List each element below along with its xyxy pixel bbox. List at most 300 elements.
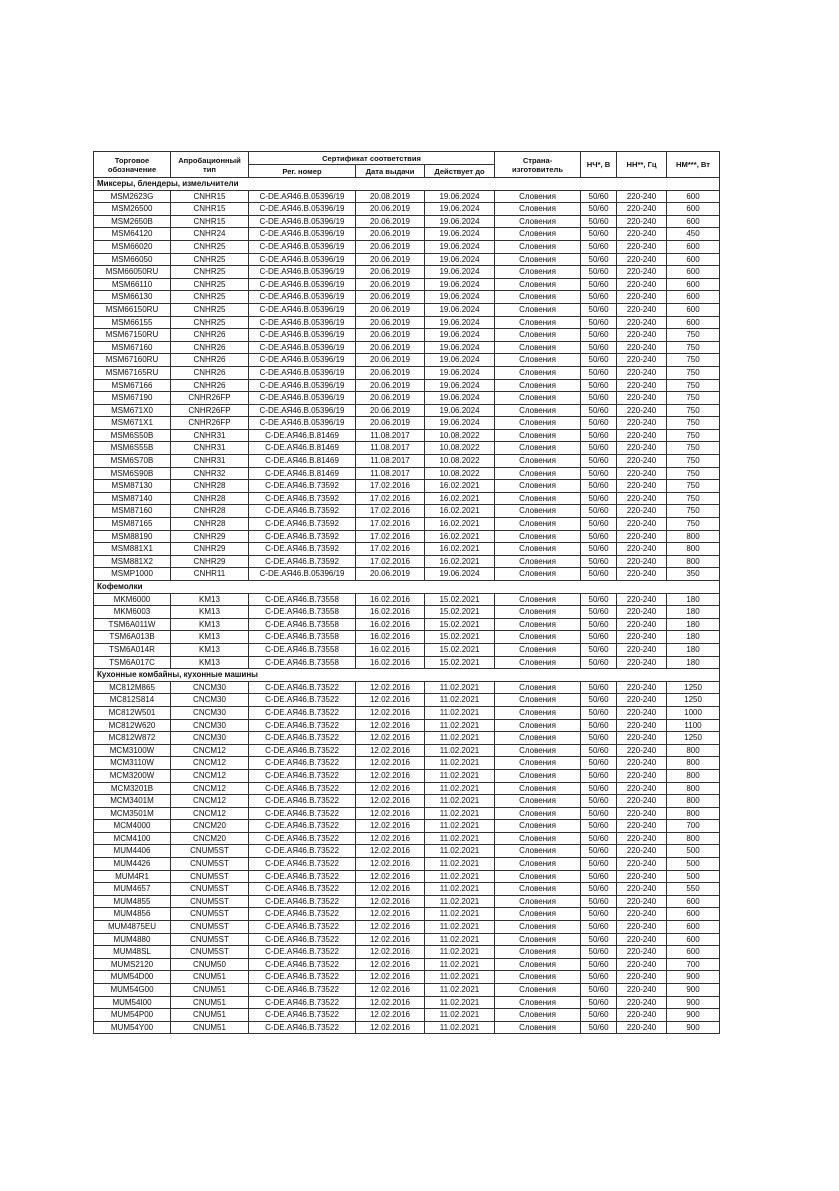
cell-country: Словения — [495, 933, 581, 946]
cell-issued: 20.06.2019 — [356, 354, 425, 367]
cell-country: Словения — [495, 744, 581, 757]
cell-country: Словения — [495, 392, 581, 405]
cell-reg: C-DE.АЯ46.B.05396/19 — [249, 190, 356, 203]
cell-reg: C-DE.АЯ46.B.05396/19 — [249, 341, 356, 354]
cell-country: Словения — [495, 518, 581, 531]
cell-country: Словения — [495, 719, 581, 732]
cell-reg: C-DE.АЯ46.B.73522 — [249, 807, 356, 820]
cell-valid: 19.06.2024 — [425, 228, 495, 241]
cell-issued: 20.06.2019 — [356, 366, 425, 379]
cell-valid: 11.02.2021 — [425, 883, 495, 896]
cell-nn: 220-240 — [617, 404, 667, 417]
cell-valid: 11.02.2021 — [425, 757, 495, 770]
cell-valid: 15.02.2021 — [425, 606, 495, 619]
table-row — [94, 442, 720, 455]
cell-nch: 50/60 — [581, 505, 617, 518]
section-row — [94, 669, 720, 682]
cell-issued: 20.06.2019 — [356, 215, 425, 228]
cell-issued: 12.02.2016 — [356, 895, 425, 908]
cell-nn: 220-240 — [617, 316, 667, 329]
cell-valid: 19.06.2024 — [425, 190, 495, 203]
cell-nm: 900 — [667, 984, 720, 997]
cell-country: Словения — [495, 807, 581, 820]
cell-type: KM13 — [171, 643, 249, 656]
cell-type: CNHR25 — [171, 253, 249, 266]
cell-nm: 600 — [667, 946, 720, 959]
cell-nn: 220-240 — [617, 530, 667, 543]
cell-nn: 220-240 — [617, 618, 667, 631]
cell-nn: 220-240 — [617, 883, 667, 896]
cell-valid: 19.06.2024 — [425, 278, 495, 291]
cell-nn: 220-240 — [617, 215, 667, 228]
cell-nch: 50/60 — [581, 543, 617, 556]
cell-valid: 19.06.2024 — [425, 417, 495, 430]
cell-issued: 17.02.2016 — [356, 555, 425, 568]
cell-issued: 11.08.2017 — [356, 467, 425, 480]
cell-brand: TSM6A017C — [94, 656, 171, 669]
cell-nn: 220-240 — [617, 505, 667, 518]
table-row — [94, 769, 720, 782]
cell-issued: 12.02.2016 — [356, 971, 425, 984]
cell-country: Словения — [495, 946, 581, 959]
cell-valid: 19.06.2024 — [425, 240, 495, 253]
cell-valid: 19.06.2024 — [425, 568, 495, 581]
table-row — [94, 228, 720, 241]
table-row — [94, 782, 720, 795]
cell-nch: 50/60 — [581, 744, 617, 757]
certificate-table — [93, 151, 720, 1034]
cell-valid: 11.02.2021 — [425, 1021, 495, 1034]
cell-brand: MSM881X2 — [94, 555, 171, 568]
cell-nm: 600 — [667, 278, 720, 291]
cell-valid: 16.02.2021 — [425, 530, 495, 543]
cell-reg: C-DE.АЯ46.B.73592 — [249, 518, 356, 531]
cell-issued: 12.02.2016 — [356, 795, 425, 808]
table-row — [94, 303, 720, 316]
cell-nch: 50/60 — [581, 732, 617, 745]
cell-type: CNUM50 — [171, 958, 249, 971]
cell-valid: 16.02.2021 — [425, 505, 495, 518]
cell-brand: MSM6S50B — [94, 429, 171, 442]
cell-nch: 50/60 — [581, 303, 617, 316]
cell-reg: C-DE.АЯ46.B.81469 — [249, 455, 356, 468]
cell-reg: C-DE.АЯ46.B.73522 — [249, 744, 356, 757]
cell-nch: 50/60 — [581, 228, 617, 241]
cell-issued: 12.02.2016 — [356, 921, 425, 934]
cell-nch: 50/60 — [581, 643, 617, 656]
cell-brand: MSM671X1 — [94, 417, 171, 430]
cell-nch: 50/60 — [581, 240, 617, 253]
cell-brand: MC812W501 — [94, 706, 171, 719]
cell-brand: MSM6S70B — [94, 455, 171, 468]
cell-issued: 20.06.2019 — [356, 253, 425, 266]
table-row — [94, 958, 720, 971]
cell-valid: 11.02.2021 — [425, 895, 495, 908]
cell-issued: 17.02.2016 — [356, 505, 425, 518]
cell-nch: 50/60 — [581, 618, 617, 631]
cell-type: CNHR29 — [171, 543, 249, 556]
cell-type: CNCM12 — [171, 782, 249, 795]
cell-nch: 50/60 — [581, 341, 617, 354]
cell-country: Словения — [495, 606, 581, 619]
cell-country: Словения — [495, 757, 581, 770]
cell-country: Словения — [495, 203, 581, 216]
header-country-line1: Страна- — [522, 155, 553, 165]
cell-valid: 11.02.2021 — [425, 782, 495, 795]
cell-reg: C-DE.АЯ46.B.73558 — [249, 593, 356, 606]
cell-nn: 220-240 — [617, 706, 667, 719]
cell-country: Словения — [495, 215, 581, 228]
cell-nn: 220-240 — [617, 732, 667, 745]
cell-nm: 800 — [667, 782, 720, 795]
table-row — [94, 455, 720, 468]
cell-nn: 220-240 — [617, 329, 667, 342]
cell-nch: 50/60 — [581, 492, 617, 505]
cell-nch: 50/60 — [581, 719, 617, 732]
table-row — [94, 278, 720, 291]
cell-nch: 50/60 — [581, 354, 617, 367]
cell-nm: 1000 — [667, 706, 720, 719]
cell-nm: 600 — [667, 190, 720, 203]
cell-type: CNCM12 — [171, 769, 249, 782]
cell-issued: 12.02.2016 — [356, 883, 425, 896]
cell-issued: 20.06.2019 — [356, 404, 425, 417]
cell-nch: 50/60 — [581, 984, 617, 997]
cell-reg: C-DE.АЯ46.B.73592 — [249, 505, 356, 518]
header-type-line1: Апробационный — [178, 155, 241, 165]
cell-type: CNCM30 — [171, 681, 249, 694]
cell-issued: 12.02.2016 — [356, 870, 425, 883]
cell-nm: 1250 — [667, 681, 720, 694]
cell-nch: 50/60 — [581, 883, 617, 896]
cell-valid: 10.08.2022 — [425, 467, 495, 480]
cell-nm: 180 — [667, 643, 720, 656]
header-cert: Сертификат соответствия — [249, 152, 495, 165]
cell-nm: 800 — [667, 807, 720, 820]
cell-brand: MSM67160RU — [94, 354, 171, 367]
cell-nm: 750 — [667, 429, 720, 442]
cell-reg: C-DE.АЯ46.B.73592 — [249, 555, 356, 568]
cell-type: CNHR15 — [171, 215, 249, 228]
cell-reg: C-DE.АЯ46.B.73522 — [249, 719, 356, 732]
cell-nn: 220-240 — [617, 266, 667, 279]
cell-type: CNUM5ST — [171, 883, 249, 896]
cell-issued: 12.02.2016 — [356, 706, 425, 719]
table-row — [94, 480, 720, 493]
cell-reg: C-DE.АЯ46.B.05396/19 — [249, 404, 356, 417]
cell-nn: 220-240 — [617, 492, 667, 505]
cell-type: CNHR24 — [171, 228, 249, 241]
cell-nm: 600 — [667, 895, 720, 908]
cell-type: CNHR26 — [171, 366, 249, 379]
cell-nn: 220-240 — [617, 958, 667, 971]
cell-brand: MSM66050 — [94, 253, 171, 266]
cell-reg: C-DE.АЯ46.B.05396/19 — [249, 203, 356, 216]
cell-type: KM13 — [171, 606, 249, 619]
table-row — [94, 870, 720, 883]
table-row — [94, 744, 720, 757]
cell-reg: C-DE.АЯ46.B.73592 — [249, 480, 356, 493]
cell-nm: 500 — [667, 870, 720, 883]
cell-reg: C-DE.АЯ46.B.73522 — [249, 1009, 356, 1022]
cell-issued: 20.06.2019 — [356, 568, 425, 581]
header-country-line2: изготовитель — [512, 164, 564, 174]
cell-nm: 800 — [667, 555, 720, 568]
table-row — [94, 593, 720, 606]
table-row — [94, 518, 720, 531]
cell-reg: C-DE.АЯ46.B.73522 — [249, 1021, 356, 1034]
cell-nm: 750 — [667, 518, 720, 531]
cell-valid: 11.02.2021 — [425, 719, 495, 732]
table-row — [94, 266, 720, 279]
cell-reg: C-DE.АЯ46.B.73522 — [249, 681, 356, 694]
cell-nch: 50/60 — [581, 455, 617, 468]
cell-nch: 50/60 — [581, 555, 617, 568]
cell-country: Словения — [495, 782, 581, 795]
cell-reg: C-DE.АЯ46.B.05396/19 — [249, 240, 356, 253]
cell-nn: 220-240 — [617, 354, 667, 367]
cell-nn: 220-240 — [617, 870, 667, 883]
cell-brand: MSM66155 — [94, 316, 171, 329]
cell-issued: 16.02.2016 — [356, 643, 425, 656]
cell-reg: C-DE.АЯ46.B.73558 — [249, 618, 356, 631]
header-brand — [94, 152, 171, 178]
cell-country: Словения — [495, 681, 581, 694]
cell-brand: MUM54Y00 — [94, 1021, 171, 1034]
cell-reg: C-DE.АЯ46.B.73522 — [249, 757, 356, 770]
cell-nch: 50/60 — [581, 631, 617, 644]
cell-brand: MC812M865 — [94, 681, 171, 694]
cell-nm: 600 — [667, 215, 720, 228]
cell-valid: 11.02.2021 — [425, 706, 495, 719]
cell-brand: MSM64120 — [94, 228, 171, 241]
cell-issued: 20.06.2019 — [356, 329, 425, 342]
header-row — [94, 152, 720, 165]
cell-nch: 50/60 — [581, 958, 617, 971]
cell-reg: C-DE.АЯ46.B.73522 — [249, 845, 356, 858]
cell-nn: 220-240 — [617, 807, 667, 820]
cell-brand: MCM3201B — [94, 782, 171, 795]
cell-nch: 50/60 — [581, 681, 617, 694]
cell-reg: C-DE.АЯ46.B.05396/19 — [249, 354, 356, 367]
cell-nm: 600 — [667, 203, 720, 216]
cell-nn: 220-240 — [617, 757, 667, 770]
cell-issued: 12.02.2016 — [356, 782, 425, 795]
table-row — [94, 429, 720, 442]
cell-nm: 600 — [667, 921, 720, 934]
cell-nn: 220-240 — [617, 253, 667, 266]
cell-reg: C-DE.АЯ46.B.73558 — [249, 656, 356, 669]
cell-country: Словения — [495, 769, 581, 782]
cell-valid: 19.06.2024 — [425, 215, 495, 228]
cell-brand: MUM4880 — [94, 933, 171, 946]
cell-nm: 750 — [667, 329, 720, 342]
cell-brand: MUM4856 — [94, 908, 171, 921]
cell-country: Словения — [495, 442, 581, 455]
cell-type: CNUM5ST — [171, 908, 249, 921]
cell-country: Словения — [495, 480, 581, 493]
table-row — [94, 643, 720, 656]
table-row — [94, 921, 720, 934]
cell-issued: 20.06.2019 — [356, 278, 425, 291]
cell-type: CNCM12 — [171, 807, 249, 820]
cell-nn: 220-240 — [617, 1009, 667, 1022]
cell-type: CNUM51 — [171, 996, 249, 1009]
cell-type: CNUM51 — [171, 984, 249, 997]
cell-nn: 220-240 — [617, 429, 667, 442]
cell-nm: 500 — [667, 858, 720, 871]
cell-reg: C-DE.АЯ46.B.73522 — [249, 870, 356, 883]
table-row — [94, 1009, 720, 1022]
cell-type: CNHR25 — [171, 240, 249, 253]
cell-country: Словения — [495, 354, 581, 367]
cell-nn: 220-240 — [617, 341, 667, 354]
cell-type: CNCM30 — [171, 694, 249, 707]
cell-reg: C-DE.АЯ46.B.73522 — [249, 895, 356, 908]
header-reg: Рег. номер — [249, 165, 356, 178]
cell-valid: 11.02.2021 — [425, 681, 495, 694]
cell-nm: 700 — [667, 820, 720, 833]
cell-reg: C-DE.АЯ46.B.05396/19 — [249, 228, 356, 241]
table-row — [94, 681, 720, 694]
cell-issued: 12.02.2016 — [356, 719, 425, 732]
cell-country: Словения — [495, 366, 581, 379]
cell-issued: 16.02.2016 — [356, 631, 425, 644]
cell-nn: 220-240 — [617, 291, 667, 304]
cell-nm: 750 — [667, 366, 720, 379]
cell-nn: 220-240 — [617, 379, 667, 392]
cell-nch: 50/60 — [581, 946, 617, 959]
cell-valid: 16.02.2021 — [425, 543, 495, 556]
cell-nm: 800 — [667, 757, 720, 770]
cell-reg: C-DE.АЯ46.B.73522 — [249, 694, 356, 707]
cell-nch: 50/60 — [581, 782, 617, 795]
cell-nm: 1100 — [667, 719, 720, 732]
cell-country: Словения — [495, 429, 581, 442]
cell-valid: 19.06.2024 — [425, 404, 495, 417]
cell-nm: 180 — [667, 593, 720, 606]
cell-issued: 12.02.2016 — [356, 694, 425, 707]
cell-nm: 180 — [667, 606, 720, 619]
cell-valid: 11.02.2021 — [425, 996, 495, 1009]
cell-type: CNHR25 — [171, 303, 249, 316]
cell-nch: 50/60 — [581, 404, 617, 417]
cell-country: Словения — [495, 631, 581, 644]
cell-type: CNUM51 — [171, 1021, 249, 1034]
cell-issued: 20.06.2019 — [356, 303, 425, 316]
cell-valid: 11.02.2021 — [425, 858, 495, 871]
cell-country: Словения — [495, 316, 581, 329]
cell-country: Словения — [495, 291, 581, 304]
section-title: Кухонные комбайны, кухонные машины — [94, 669, 720, 682]
cell-brand: MSM87140 — [94, 492, 171, 505]
cell-nm: 600 — [667, 933, 720, 946]
cell-issued: 20.06.2019 — [356, 240, 425, 253]
cell-country: Словения — [495, 1021, 581, 1034]
cell-nm: 350 — [667, 568, 720, 581]
cell-valid: 11.02.2021 — [425, 795, 495, 808]
cell-country: Словения — [495, 278, 581, 291]
cell-nch: 50/60 — [581, 253, 617, 266]
cell-issued: 16.02.2016 — [356, 618, 425, 631]
cell-nm: 750 — [667, 404, 720, 417]
cell-type: KM13 — [171, 631, 249, 644]
cell-issued: 20.06.2019 — [356, 417, 425, 430]
cell-issued: 12.02.2016 — [356, 820, 425, 833]
table-row — [94, 190, 720, 203]
cell-issued: 12.02.2016 — [356, 946, 425, 959]
cell-nn: 220-240 — [617, 1021, 667, 1034]
cell-issued: 12.02.2016 — [356, 732, 425, 745]
cell-reg: C-DE.АЯ46.B.73558 — [249, 631, 356, 644]
cell-issued: 20.06.2019 — [356, 203, 425, 216]
cell-valid: 11.02.2021 — [425, 958, 495, 971]
cell-nch: 50/60 — [581, 316, 617, 329]
cell-nch: 50/60 — [581, 820, 617, 833]
cell-valid: 15.02.2021 — [425, 593, 495, 606]
table-row — [94, 996, 720, 1009]
cell-valid: 11.02.2021 — [425, 820, 495, 833]
cell-nch: 50/60 — [581, 215, 617, 228]
cell-nch: 50/60 — [581, 832, 617, 845]
cell-nn: 220-240 — [617, 631, 667, 644]
cell-nch: 50/60 — [581, 694, 617, 707]
cell-nn: 220-240 — [617, 984, 667, 997]
cell-valid: 15.02.2021 — [425, 631, 495, 644]
cell-nn: 220-240 — [617, 656, 667, 669]
cell-brand: MUM4875EU — [94, 921, 171, 934]
cell-valid: 19.06.2024 — [425, 203, 495, 216]
cell-brand: TSM6A013B — [94, 631, 171, 644]
cell-nm: 750 — [667, 392, 720, 405]
cell-reg: C-DE.АЯ46.B.81469 — [249, 467, 356, 480]
cell-nm: 800 — [667, 543, 720, 556]
cell-reg: C-DE.АЯ46.B.05396/19 — [249, 266, 356, 279]
table-body — [94, 178, 720, 1034]
cell-brand: MUM4406 — [94, 845, 171, 858]
cell-valid: 11.02.2021 — [425, 769, 495, 782]
cell-country: Словения — [495, 858, 581, 871]
cell-nch: 50/60 — [581, 467, 617, 480]
cell-reg: C-DE.АЯ46.B.73522 — [249, 921, 356, 934]
cell-type: CNHR26FP — [171, 392, 249, 405]
cell-brand: MUM4426 — [94, 858, 171, 871]
section-title: Кофемолки — [94, 581, 720, 594]
cell-issued: 16.02.2016 — [356, 656, 425, 669]
cell-issued: 16.02.2016 — [356, 606, 425, 619]
cell-issued: 12.02.2016 — [356, 1009, 425, 1022]
table-row — [94, 417, 720, 430]
cell-issued: 12.02.2016 — [356, 757, 425, 770]
cell-nm: 800 — [667, 769, 720, 782]
cell-issued: 20.06.2019 — [356, 341, 425, 354]
cell-valid: 11.02.2021 — [425, 832, 495, 845]
table-row — [94, 253, 720, 266]
cell-nch: 50/60 — [581, 807, 617, 820]
cell-nm: 750 — [667, 341, 720, 354]
cell-brand: MSM87160 — [94, 505, 171, 518]
cell-issued: 17.02.2016 — [356, 518, 425, 531]
cell-type: CNCM30 — [171, 732, 249, 745]
cell-nn: 220-240 — [617, 908, 667, 921]
cell-valid: 19.06.2024 — [425, 354, 495, 367]
cell-country: Словения — [495, 832, 581, 845]
cell-nm: 180 — [667, 618, 720, 631]
cell-country: Словения — [495, 1009, 581, 1022]
header-valid: Действует до — [425, 165, 495, 178]
cell-brand: MC812W620 — [94, 719, 171, 732]
table-row — [94, 467, 720, 480]
